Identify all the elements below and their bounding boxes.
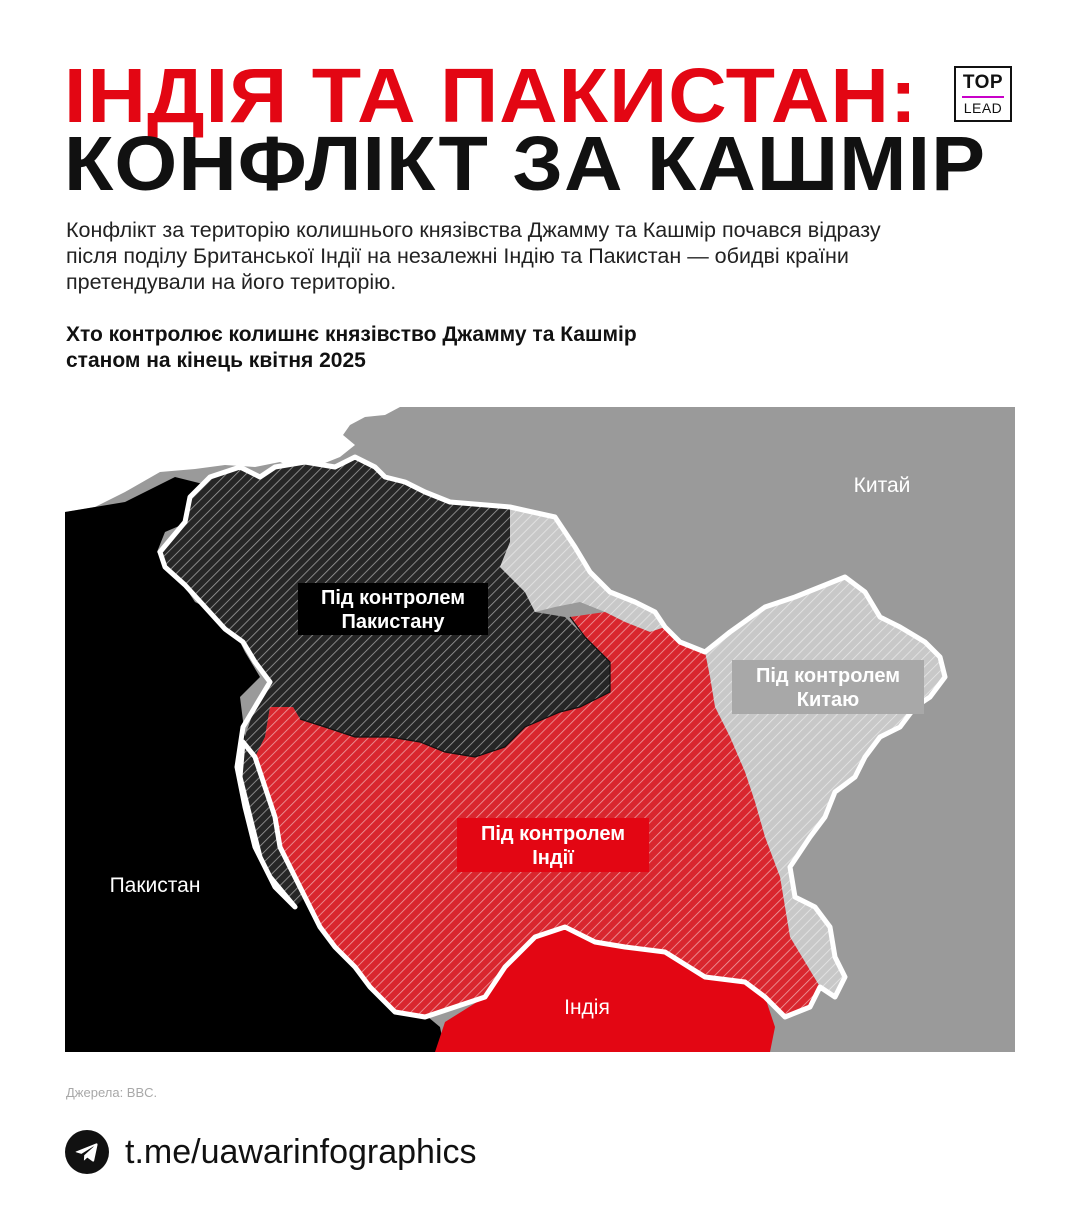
zone-label-china bbox=[732, 660, 924, 714]
title-line-1: ІНДІЯ ТА ПАКИСТАН: bbox=[64, 53, 918, 139]
subtitle-line-2: станом на кінець квітня 2025 bbox=[66, 349, 366, 372]
zone-label-pakistan bbox=[298, 583, 488, 635]
zone-label-india bbox=[457, 818, 649, 872]
logo-bottom-text: LEAD bbox=[963, 100, 1003, 116]
zone-china-line1: Під контролем bbox=[755, 665, 901, 687]
intro-text: Конфлікт за територію колишнього князівства Джамму та Кашмір почався відразу після поділу Британської Індії на незалежні Індію та Пакистан — обидві країни претендували на його територію. bbox=[66, 218, 881, 294]
logo-top-text: TOP bbox=[962, 72, 1004, 93]
logo-divider bbox=[962, 96, 1004, 98]
map-subtitle bbox=[66, 322, 866, 374]
subtitle-line-1: Хто контролює колишнє князівство Джамму та Кашмір bbox=[66, 323, 637, 346]
kashmir-map bbox=[65, 407, 1015, 1052]
zone-china-line2: Китаю bbox=[796, 689, 860, 711]
telegram-link[interactable]: t.me/uawarinfographics bbox=[125, 1133, 477, 1171]
toplead-logo bbox=[954, 66, 1012, 122]
label-pakistan: Пакистан bbox=[109, 874, 201, 897]
zone-india-line2: Індії bbox=[532, 847, 574, 869]
title-line-2: КОНФЛІКТ ЗА КАШМІР bbox=[64, 121, 987, 207]
label-china: Китай bbox=[853, 474, 911, 497]
telegram-icon[interactable] bbox=[65, 1130, 109, 1174]
zone-pakistan-line2: Пакистану bbox=[341, 611, 445, 633]
zone-pakistan-line1: Під контролем bbox=[320, 587, 466, 609]
map-svg bbox=[65, 407, 1015, 1052]
source-note: Джерела: BBC. bbox=[66, 1085, 158, 1100]
label-india: Індія bbox=[564, 996, 610, 1019]
zone-india-line1: Під контролем bbox=[480, 823, 626, 845]
